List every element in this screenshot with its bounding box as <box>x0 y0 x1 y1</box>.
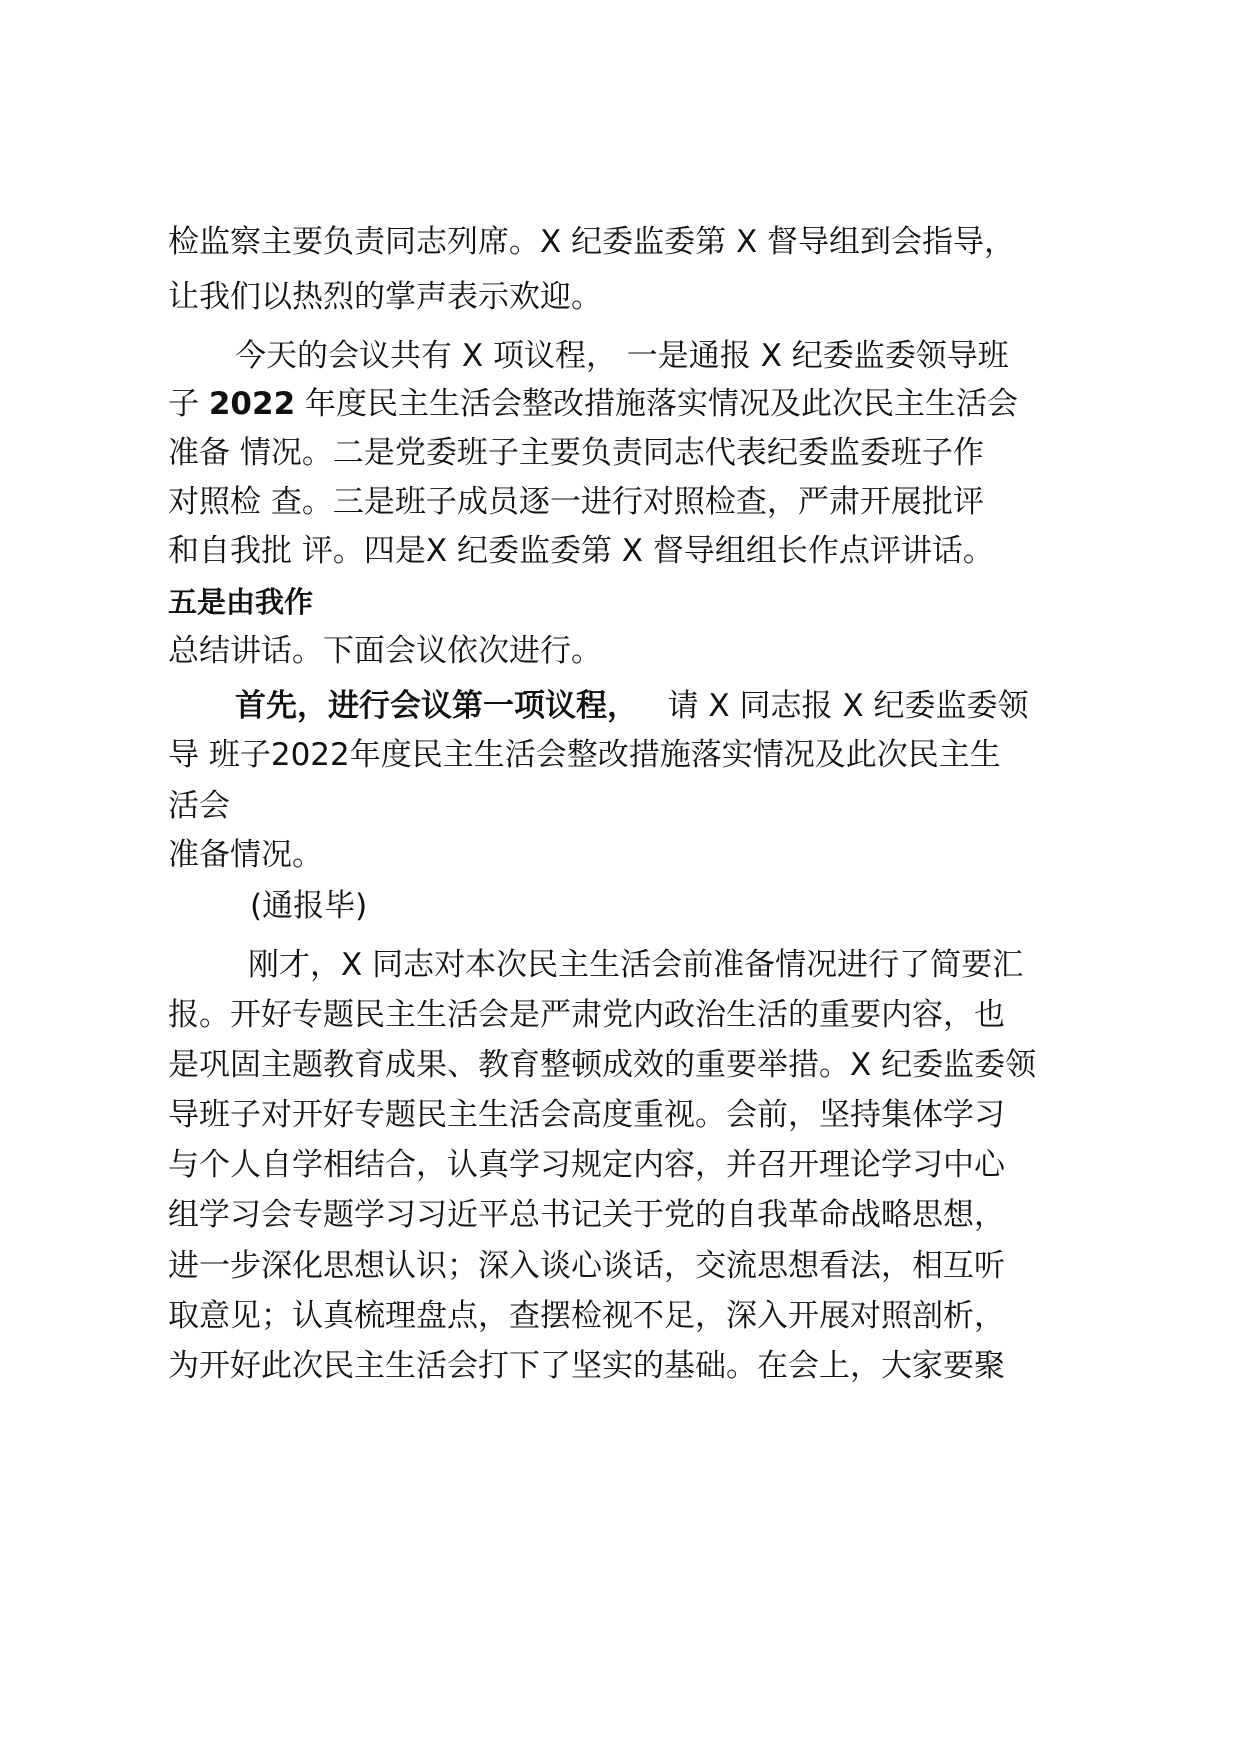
text-fragment: 子 <box>168 386 199 422</box>
text-line: 进一步深化思想认识；深入谈心谈话，交流思想看法，相互听 <box>168 1248 1005 1284</box>
text-line: 为开好此次民主生活会打下了坚实的基础。在会上，大家要聚 <box>168 1348 1005 1384</box>
text-line: 和自我批 评。四是X 纪委监委第 X 督导组组长作点评讲话。 <box>168 533 994 569</box>
text-line: 让我们以热烈的掌声表示欢迎。 <box>168 279 602 315</box>
text-line: 准备情况。 <box>168 837 323 873</box>
text-line <box>168 384 1018 424</box>
text-line: 检监察主要负责同志列席。X 纪委监委第 X 督导组到会指导， <box>168 224 1016 260</box>
year-text: 2022 <box>208 386 296 422</box>
text-line: 活会 <box>168 788 230 824</box>
text-line: 导班子对开好专题民主生活会高度重视。会前，坚持集体学习 <box>168 1097 1005 1133</box>
text-fragment: 年度民主生活会整改措施落实情况及此次民主生活会 <box>305 386 1018 422</box>
text-line: 导 班子2022年度民主生活会整改措施落实情况及此次民主生 <box>168 737 1001 773</box>
text-line: 总结讲话。下面会议依次进行。 <box>168 633 602 669</box>
paragraph-summary: 刚才，X 同志对本次民主生活会前准备情况进行了简要汇 <box>248 947 1024 983</box>
text-line: 对照检 查。三是班子成员逐一进行对照检查，严肃开展批评 <box>168 484 984 520</box>
report-finished-note: (通报毕) <box>250 888 368 924</box>
text-line: 组学习会专题学习习近平总书记关于党的自我革命战略思想， <box>168 1197 1005 1233</box>
first-agenda-heading: 首先，进行会议第一项议程， <box>235 688 638 724</box>
text-line: 五是由我作 <box>168 585 314 619</box>
text-line: 准备 情况。二是党委班子主要负责同志代表纪委监委班子作 <box>168 435 984 471</box>
text-line: 取意见；认真梳理盘点，查摆检视不足，深入开展对照剖析， <box>168 1298 1005 1334</box>
text-fragment: 请 X 同志报 X 纪委监委领 <box>667 688 1029 724</box>
text-line: 与个人自学相结合，认真学习规定内容，并召开理论学习中心 <box>168 1147 1005 1183</box>
paragraph-first-agenda <box>235 686 1028 726</box>
text-line: 报。开好专题民主生活会是严肃党内政治生活的重要内容，也 <box>168 997 1005 1033</box>
paragraph-agenda-intro: 今天的会议共有 X 项议程， 一是通报 X 纪委监委领导班 <box>235 338 1009 374</box>
text-line: 是巩固主题教育成果、教育整顿成效的重要举措。X 纪委监委领 <box>168 1047 1037 1083</box>
